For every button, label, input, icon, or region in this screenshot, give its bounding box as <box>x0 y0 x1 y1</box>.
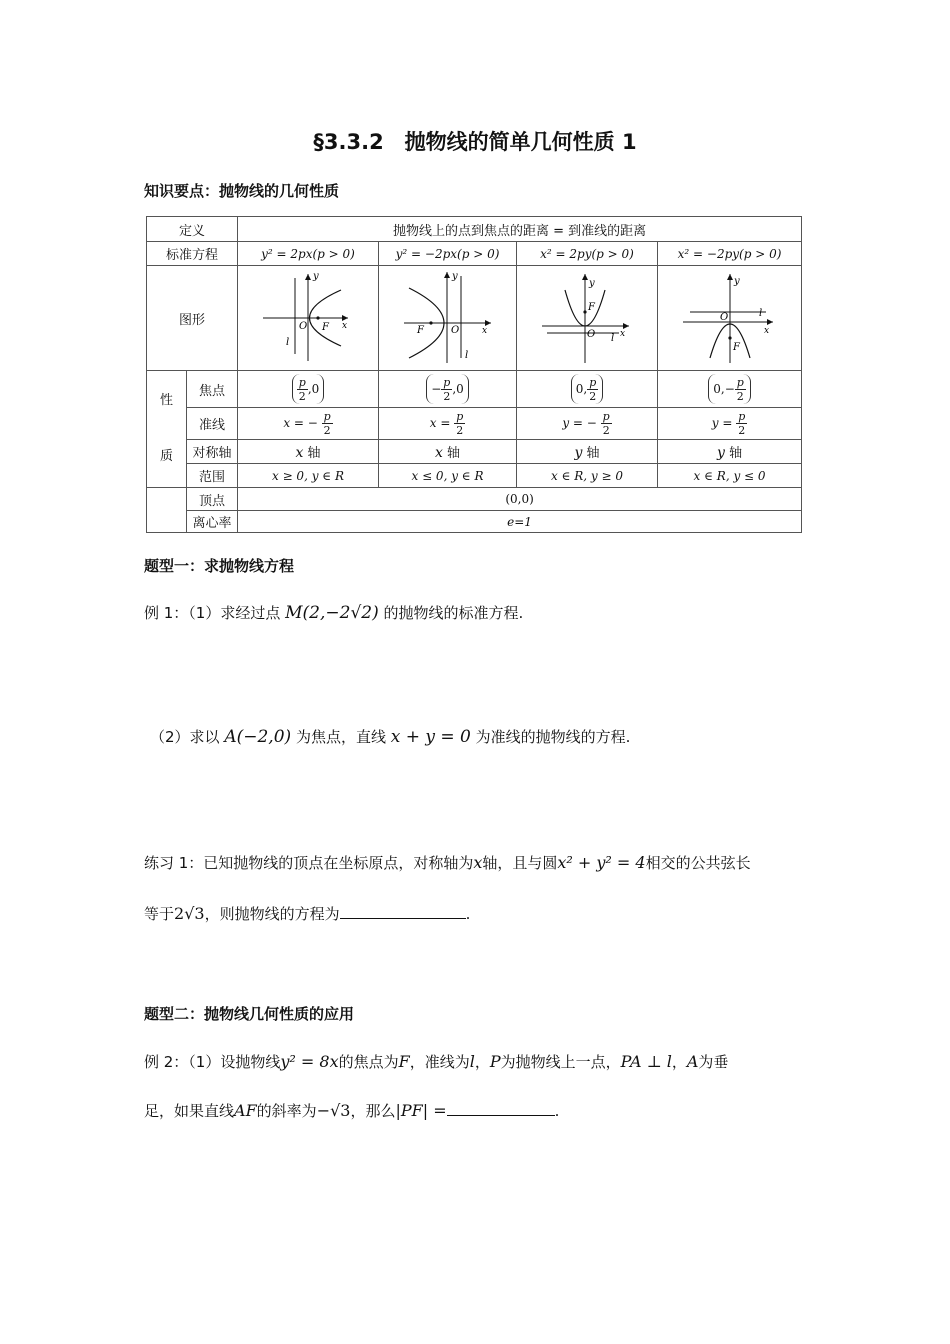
y-axis-label: y <box>313 271 319 282</box>
graph-1-cell <box>238 266 379 371</box>
axis-3: y 轴 <box>517 440 658 464</box>
focus-label: F <box>588 302 595 313</box>
equation-4: x² = −2py(p > 0) <box>658 242 802 266</box>
eccentricity-value: e=1 <box>238 511 802 533</box>
practice-1-line-2: 等于2√3，则抛物线的方程为 . <box>144 904 471 923</box>
directrix-2: x = $\frac{p}{2}$ <box>379 408 517 440</box>
graph-left-opening <box>379 266 517 366</box>
label-axis: 对称轴 <box>187 440 238 464</box>
row-axis <box>147 440 802 464</box>
focus-label: F <box>733 342 740 353</box>
label-directrix: 准线 <box>187 408 238 440</box>
origin-label: O <box>299 321 308 332</box>
axis-2: x 轴 <box>379 440 517 464</box>
y-axis-label: y <box>589 278 595 289</box>
equation-2: y² = −2px(p > 0) <box>379 242 517 266</box>
label-definition: 定义 <box>147 217 238 242</box>
origin-label: O <box>451 325 460 336</box>
equation-1: y² = 2px(p > 0) <box>238 242 379 266</box>
graph-down-opening <box>658 266 802 366</box>
practice-1-line-1: 练习 1：已知抛物线的顶点在坐标原点，对称轴为x轴，且与圆x² + y² = 4相交的公共弦长 <box>144 853 751 872</box>
range-3: x ∈ R, y ≥ 0 <box>517 464 658 488</box>
equation-3: x² = 2py(p > 0) <box>517 242 658 266</box>
x-axis-label: x <box>342 321 348 331</box>
axis-4: y 轴 <box>658 440 802 464</box>
knowledge-heading: 知识要点：抛物线的几何性质 <box>144 182 340 200</box>
range-2: x ≤ 0, y ∈ R <box>379 464 517 488</box>
range-1: x ≥ 0, y ∈ R <box>238 464 379 488</box>
y-axis-label: y <box>452 271 458 282</box>
x-axis-label: x <box>620 329 626 339</box>
y-axis-label: y <box>734 276 740 287</box>
directrix-label: l <box>611 333 615 344</box>
answer-blank-1[interactable] <box>340 904 466 919</box>
directrix-label: l <box>286 337 290 348</box>
point-m: M(2,−2√2) <box>285 603 379 623</box>
label-properties-2: 质 <box>159 449 173 464</box>
graph-up-opening <box>517 266 658 366</box>
blank-cell <box>147 511 187 533</box>
label-graph: 图形 <box>147 266 238 371</box>
directrix-label: l <box>465 350 469 361</box>
label-properties <box>147 371 187 488</box>
circle-equation: x² + y² = 4 <box>557 853 646 872</box>
x-axis-label: x <box>764 326 770 336</box>
label-eccentricity: 离心率 <box>187 511 238 533</box>
row-eccentricity <box>147 511 802 533</box>
directrix-4: y = $\frac{p}{2}$ <box>658 408 802 440</box>
row-graph <box>147 266 802 371</box>
row-focus <box>147 371 802 408</box>
row-range <box>147 464 802 488</box>
focus-1: $\frac{p}{2}$ ,0 <box>238 371 379 408</box>
parabola-properties-table <box>146 216 802 533</box>
point-a: A(−2,0) <box>224 727 292 747</box>
row-definition <box>147 217 802 242</box>
label-vertex: 顶点 <box>187 488 238 511</box>
focus-label: F <box>417 325 424 336</box>
label-range: 范围 <box>187 464 238 488</box>
origin-label: O <box>720 312 729 323</box>
label-equation: 标准方程 <box>147 242 238 266</box>
graph-3-cell <box>517 266 658 371</box>
x-axis-label: x <box>482 326 488 336</box>
type2-heading: 题型二：抛物线几何性质的应用 <box>144 1005 355 1023</box>
graph-4-cell <box>658 266 802 371</box>
graph-2-cell <box>379 266 517 371</box>
row-equation <box>147 242 802 266</box>
example-1-part-2: （2）求以 A(−2,0) 为焦点，直线 x + y = 0 为准线的抛物线的方程. <box>150 727 631 747</box>
directrix-equation: x + y = 0 <box>390 727 471 747</box>
range-4: x ∈ R, y ≤ 0 <box>658 464 802 488</box>
graph-right-opening <box>238 266 379 366</box>
label-focus: 焦点 <box>187 371 238 408</box>
answer-blank-2[interactable] <box>447 1101 555 1116</box>
directrix-label: l <box>759 308 763 319</box>
example-2-line-2: 足，如果直线AF的斜率为−√3，那么|PF| = . <box>144 1101 560 1120</box>
axis-1: x 轴 <box>238 440 379 464</box>
directrix-3: y = − $\frac{p}{2}$ <box>517 408 658 440</box>
vertex-value: (0,0) <box>238 488 802 511</box>
origin-label: O <box>587 329 596 340</box>
focus-3: 0, $\frac{p}{2}$ <box>517 371 658 408</box>
example-2-line-1: 例 2：（1）设抛物线y² = 8x的焦点为F，准线为l，P为抛物线上一点，PA ⊥ l，A为垂 <box>144 1052 729 1071</box>
focus-label: F <box>322 322 329 333</box>
directrix-1: x = − $\frac{p}{2}$ <box>238 408 379 440</box>
label-properties-1: 性 <box>159 393 173 408</box>
type1-heading: 题型一：求抛物线方程 <box>144 557 295 575</box>
page-title: §3.3.2 抛物线的简单几何性质 1 <box>313 130 637 154</box>
focus-2: − $\frac{p}{2}$ ,0 <box>379 371 517 408</box>
blank-cell <box>147 488 187 511</box>
row-vertex <box>147 488 802 511</box>
definition-text: 抛物线上的点到焦点的距离 = 到准线的距离 <box>238 217 802 242</box>
row-directrix <box>147 408 802 440</box>
focus-4: 0,− $\frac{p}{2}$ <box>658 371 802 408</box>
example-1-part-1: 例 1：（1）求经过点 M(2,−2√2) 的抛物线的标准方程. <box>144 603 524 623</box>
